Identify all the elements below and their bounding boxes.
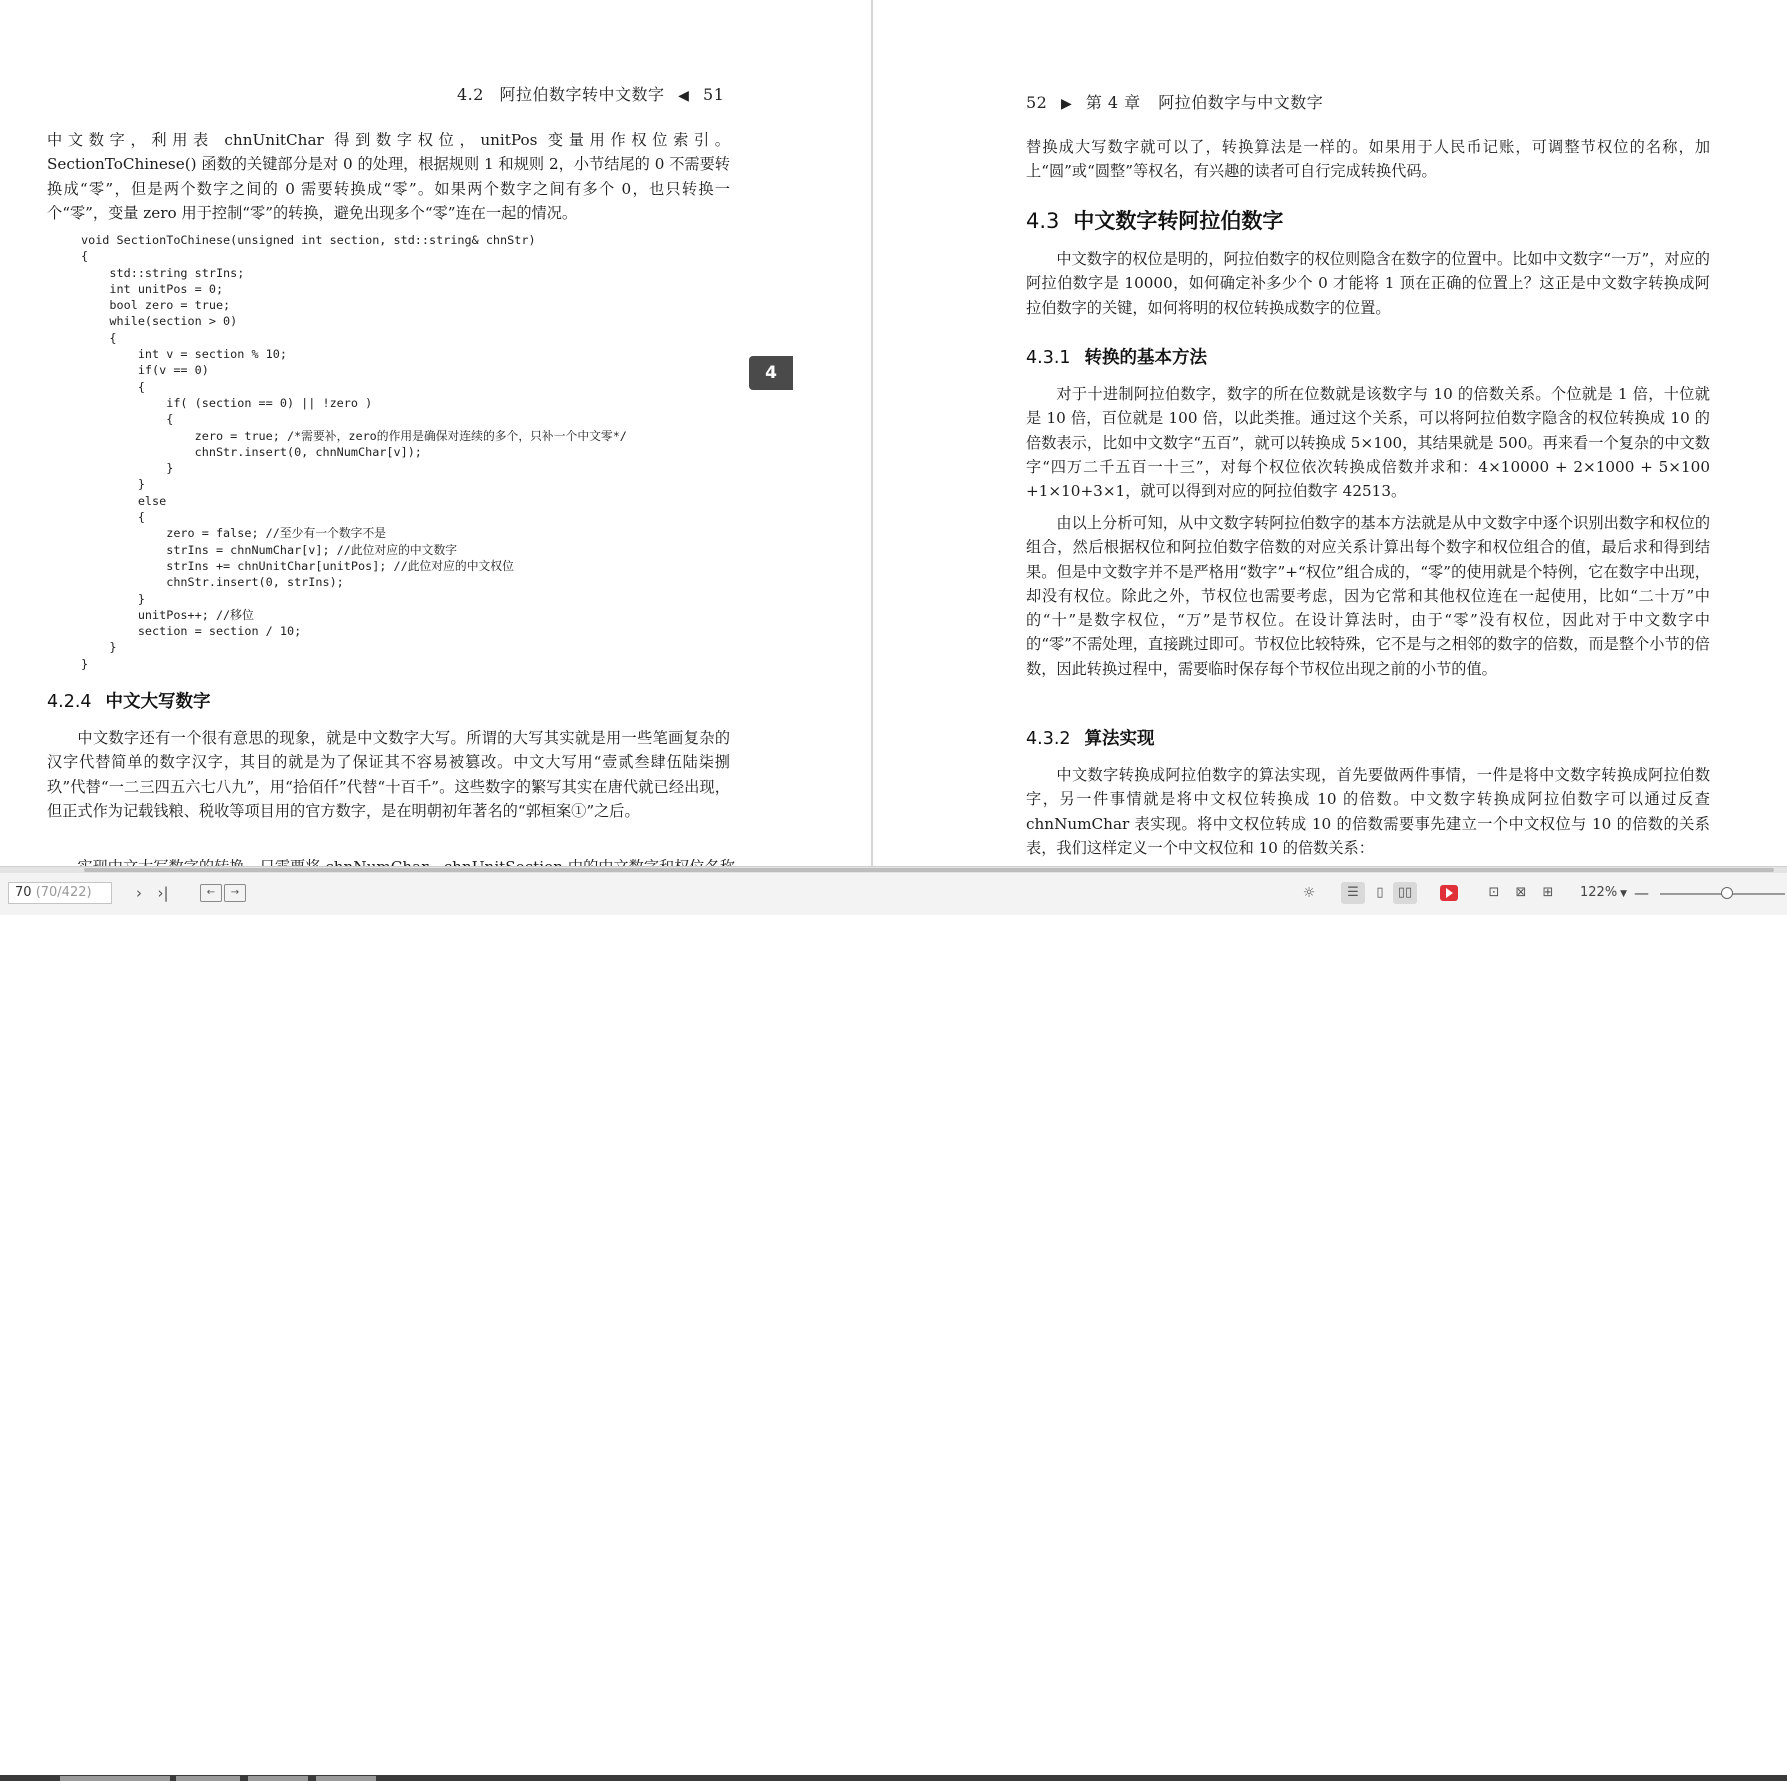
paragraph-top: 替换成大写数字就可以了，转换算法是一样的。如果用于人民币记账，可调整节权位的名称，加上“圆”或“圆整”等权名，有兴趣的读者可自行完成转换代码。 <box>1026 138 1710 181</box>
code-line: int unitPos = 0; <box>81 281 224 296</box>
slideshow-icon[interactable] <box>1440 885 1458 901</box>
single-page-icon[interactable]: ▯ <box>1376 885 1384 900</box>
code-line: zero = true; /*需要补，zero的作用是确保对连续的多个，只补一个中文零*/ <box>81 428 627 443</box>
skip-last-icon[interactable]: ›| <box>157 884 169 902</box>
running-header-right <box>1026 90 1323 113</box>
code-line: section = section / 10; <box>81 624 302 639</box>
code-line: { <box>81 249 89 264</box>
continuous-view-icon[interactable]: ☰ <box>1341 882 1365 904</box>
code-line: zero = false; //至少有一个数字不是 <box>81 526 387 541</box>
paragraph-4-3-2: 中文数字转换成阿拉伯数字的算法实现，首先要做两件事情，一件是将中文数字转换成阿拉伯数字，另一件事情就是将中文权位转换成 10 的倍数。中文数字转换成阿拉伯数字可以通过反查 chnNumChar 表实现。将中文权位转成 10 的倍数需要事先建立一个中文权位与 10 的倍数的关系表，我们这样定义一个中文权位和 10 的倍数关系： <box>1026 766 1710 857</box>
page-number-input[interactable] <box>8 882 112 904</box>
chapter-tab[interactable]: 4 <box>749 356 793 390</box>
paragraph-4-2-4: 中文数字还有一个很有意思的现象，就是中文数字大写。所谓的大写其实就是用一些笔画复杂的汉字代替简单的数字汉字，其目的就是为了保证其不容易被篡改。中文大写用“壹贰叁肆伍陆柒捌玖”代替“一二三四五六七八九”，用“拾佰仟”代替“十百千”。这些数字的繁写其实在唐代就已经出现，但正式作为记载钱粮、税收等项目用的官方数字，是在明朝初年著名的“郭桓案①”之后。 <box>47 729 730 820</box>
zoom-dropdown[interactable] <box>1580 882 1627 905</box>
section-heading-4-2-4 <box>47 688 211 713</box>
zoom-slider-handle[interactable] <box>1721 887 1733 899</box>
code-line: { <box>81 412 174 427</box>
section-number: 4.3 <box>1026 209 1060 233</box>
right-page <box>873 0 1787 866</box>
section-number: 4.3.2 <box>1026 729 1071 749</box>
section-title: 中文大写数字 <box>105 692 211 712</box>
code-line: else <box>81 493 167 508</box>
paragraph-4-3-1-b: 由以上分析可知，从中文数字转阿拉伯数字的基本方法就是从中文数字中逐个识别出数字和权位的组合，然后根据权位和阿拉伯数字倍数的对应关系计算出每个数字和权位组合的值，最后求和得到结果。但是中文数字并不是严格用“数字”+“权位”组合成的，“零”的使用就是个特例，它在数字中出现，却没有权位。除此之外，节权位也需要考虑，因为它常和其他权位连在一起使用，比如“二十万”中的“十”是数字权位，“万”是节权位。在设计算法时，由于“零”没有权位，因此对于中文数字中的“零”不需处理，直接跳过即可。节权位比较特殊，它不是与之相邻的数字的倍数，而是整个小节的倍数，因此转换过程中，需要临时保存每个节权位出现之前的小节的值。 <box>1026 514 1710 678</box>
code-line: int v = section % 10; <box>81 347 287 362</box>
intro-paragraph: 中文数字，利用表 chnUnitChar 得到数字权位，unitPos 变量用作权位索引。SectionToChinese() 函数的关键部分是对 0 的处理，根据规则 1 和规则 2，小节结尾的 0 不需要转换成“零”，但是两个数字之间的 0 需要转换成“零”。如果两个数字之间有多个 0，也只转换一个“零”，变量 zero 用于控制“零”的转换，避免出现多个“零”连在一起的情况。 <box>47 131 730 222</box>
section-heading-4-3 <box>1026 205 1283 235</box>
code-line: } <box>81 656 89 671</box>
section-title: 中文数字转阿拉伯数字 <box>1073 209 1284 233</box>
left-page <box>0 0 871 866</box>
section-title: 算法实现 <box>1084 729 1155 749</box>
running-header-left <box>457 82 724 105</box>
section-number: 4.2.4 <box>47 692 92 712</box>
chevron-right-icon[interactable]: › <box>136 884 142 902</box>
read-aloud-icon[interactable]: ☼ <box>1302 885 1316 901</box>
code-block <box>81 232 721 672</box>
code-line: void SectionToChinese(unsigned int section, std::string& chnStr) <box>81 233 536 247</box>
two-page-icon[interactable]: ▯▯ <box>1393 882 1417 904</box>
forward-page-icon[interactable]: → <box>224 884 246 902</box>
horizontal-scrollbar[interactable] <box>0 867 1787 873</box>
paragraph-4-3: 中文数字的权位是明的，阿拉伯数字的权位则隐含在数字的位置中。比如中文数字“一万”，对应的阿拉伯数字是 10000，如何确定补多少个 0 才能将 1 顶在正确的位置上？这正是中文数字转换成阿拉伯数字的关键，如何将明的权位转换成数字的位置。 <box>1026 250 1710 317</box>
section-heading-4-3-1 <box>1026 344 1207 369</box>
taskbar-strip <box>0 1775 1787 1781</box>
page-total: (70/422) <box>35 885 92 900</box>
code-line: while(section > 0) <box>81 314 238 329</box>
code-line: if( (section == 0) || !zero ) <box>81 395 373 410</box>
zoom-out-icon[interactable]: — <box>1634 884 1649 902</box>
page-number: 52 <box>1026 93 1048 112</box>
section-heading-4-3-2 <box>1026 725 1155 750</box>
paragraph-4-3-1-a: 对于十进制阿拉伯数字，数字的所在位数就是该数字与 10 的倍数关系。个位就是 1 倍，十位就是 10 倍，百位就是 100 倍，以此类推。通过这个关系，可以将阿拉伯数字隐含的权位转换成 10 的倍数表示，比如中文数字“五百”，就可以转换成 5×100，其结果就是 500。再来看一个复杂的中文数字“四万二千五百一十三”，对每个权位依次转换成倍数并求和：4×10000 + 2×1000 + 5×100 +1×10+3×1，就可以得到对应的阿拉伯数字 42513。 <box>1026 385 1710 501</box>
code-line: unitPos++; //移位 <box>81 607 254 622</box>
zoom-value: 122% <box>1580 885 1618 900</box>
header-chapter: 第 4 章 <box>1085 93 1141 112</box>
page-number: 51 <box>703 85 725 104</box>
actual-size-icon[interactable]: ⊞ <box>1542 885 1554 900</box>
code-line: } <box>81 591 145 606</box>
code-line: chnStr.insert(0, strIns); <box>81 575 344 590</box>
code-line: if(v == 0) <box>81 363 209 378</box>
reader-toolbar <box>0 866 1787 915</box>
code-line: { <box>81 330 117 345</box>
current-page: 70 <box>15 885 32 900</box>
code-line: { <box>81 379 145 394</box>
header-marker-icon: ◀ <box>678 88 690 104</box>
header-title: 阿拉伯数字与中文数字 <box>1158 93 1324 112</box>
section-number: 4.3.1 <box>1026 348 1071 368</box>
code-line: } <box>81 640 117 655</box>
code-line: strIns += chnUnitChar[unitPos]; //此位对应的中文权位 <box>81 558 514 573</box>
fit-page-icon[interactable]: ⊠ <box>1515 885 1527 900</box>
section-title: 转换的基本方法 <box>1084 348 1208 368</box>
code-line: chnStr.insert(0, chnNumChar[v]); <box>81 444 422 459</box>
back-page-icon[interactable]: ← <box>200 884 222 902</box>
fit-width-icon[interactable]: ⊡ <box>1488 885 1500 900</box>
code-line: } <box>81 461 174 476</box>
code-line: } <box>81 477 145 492</box>
code-line: std::string strIns; <box>81 265 245 280</box>
header-section-number: 4.2 <box>457 85 484 104</box>
scrollbar-thumb[interactable] <box>84 868 1774 872</box>
code-line: bool zero = true; <box>81 298 231 313</box>
code-line: { <box>81 510 145 525</box>
header-marker-icon: ▶ <box>1060 96 1073 112</box>
header-title: 阿拉伯数字转中文数字 <box>499 85 665 104</box>
chevron-down-icon: ▼ <box>1620 889 1628 899</box>
code-line: strIns = chnNumChar[v]; //此位对应的中文数字 <box>81 542 458 557</box>
